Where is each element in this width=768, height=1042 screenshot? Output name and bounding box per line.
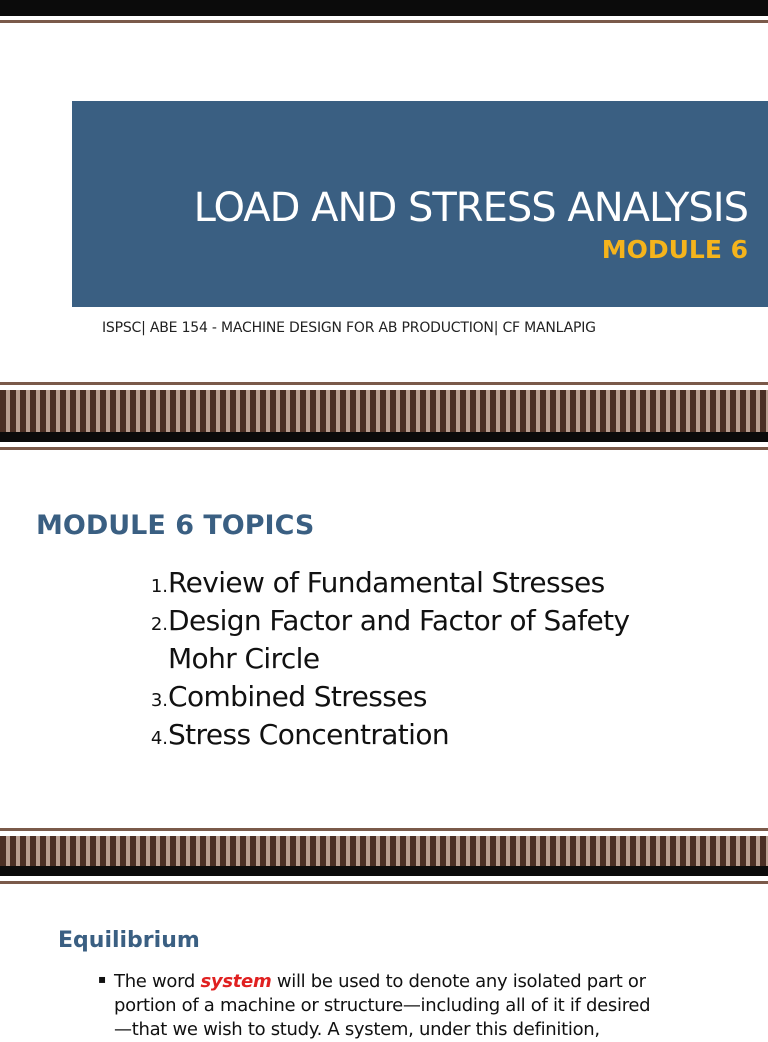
bullet-line-3: —that we wish to study. A system, under this definition, bbox=[114, 1019, 600, 1040]
bullet-icon: ▪ bbox=[98, 972, 107, 986]
slide-title: LOAD AND STRESS ANALYSIS bbox=[193, 185, 748, 231]
emphasis-term: system bbox=[200, 971, 272, 992]
list-text: Review of Fundamental Stresses bbox=[168, 566, 605, 599]
list-number: 3. bbox=[150, 690, 168, 711]
list-text: Combined Stresses bbox=[168, 680, 427, 713]
list-item bbox=[144, 718, 744, 756]
separator-line bbox=[0, 447, 768, 450]
bullet-prefix: The word bbox=[114, 971, 201, 992]
list-text: Design Factor and Factor of Safety bbox=[168, 604, 630, 637]
bullet-item bbox=[98, 970, 738, 1042]
separator-stripes bbox=[0, 390, 768, 432]
list-text-continuation: Mohr Circle bbox=[168, 642, 320, 675]
title-banner bbox=[72, 101, 768, 307]
top-border-line bbox=[0, 20, 768, 23]
list-item bbox=[144, 566, 744, 604]
topics-list bbox=[144, 566, 744, 756]
list-number: 1. bbox=[150, 576, 168, 597]
separator-dark bbox=[0, 432, 768, 442]
list-item bbox=[144, 604, 744, 642]
equilibrium-heading: Equilibrium bbox=[58, 928, 200, 953]
list-number: 2. bbox=[150, 614, 168, 635]
separator-dark bbox=[0, 866, 768, 876]
separator-line bbox=[0, 828, 768, 831]
list-number: 4. bbox=[150, 728, 168, 749]
top-border bbox=[0, 0, 768, 16]
slide-subtitle: MODULE 6 bbox=[601, 235, 748, 264]
bullet-text bbox=[114, 970, 738, 1042]
list-text: Stress Concentration bbox=[168, 718, 450, 751]
list-item bbox=[144, 680, 744, 718]
slide-footer: ISPSC| ABE 154 - MACHINE DESIGN FOR AB PRODUCTION| CF MANLAPIG bbox=[102, 320, 596, 336]
separator-line bbox=[0, 382, 768, 385]
bullet-line-1 bbox=[114, 970, 738, 994]
topics-heading: MODULE 6 TOPICS bbox=[36, 510, 315, 541]
bullet-line-1-rest: will be used to denote any isolated part or bbox=[271, 971, 646, 992]
separator-line bbox=[0, 881, 768, 884]
bullet-line-2: portion of a machine or structure—including all of it if desired bbox=[114, 995, 651, 1016]
separator-stripes bbox=[0, 836, 768, 866]
